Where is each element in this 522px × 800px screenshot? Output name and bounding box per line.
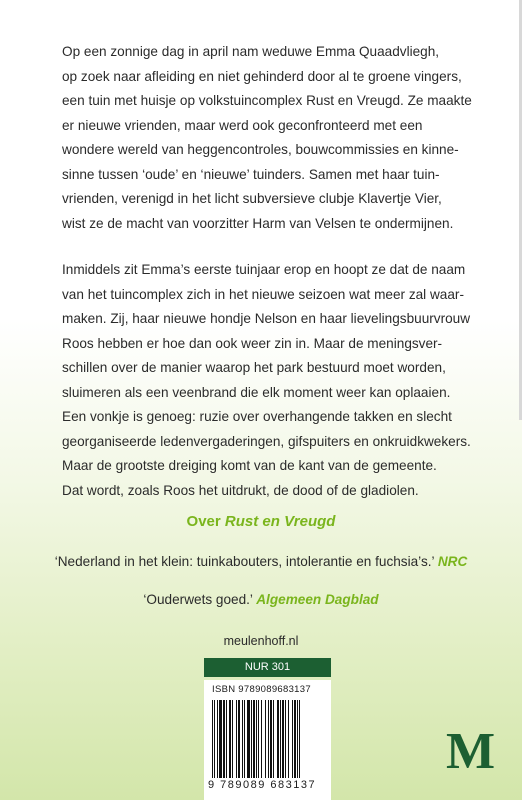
barcode-bar: [265, 700, 266, 778]
barcode-bar: [268, 700, 269, 778]
barcode-bar: [253, 700, 255, 778]
barcode-bar: [223, 700, 225, 778]
barcode-bar: [282, 700, 284, 778]
reviews-heading-prefix: Over: [186, 513, 225, 530]
blurb-paragraph-1: Op een zonnige dag in april nam weduwe Emma Quaadvliegh, op zoek naar afleiding en niet gehinderd door al te groene vingers, een tuin met huisje op volkstuincomplex Rust en Vreugd. Ze maakte er nieuwe vrienden, maar werd ook geconfronteerd met een wondere wereld van heggencontroles, bouwcommissies en kinne- sinne tussen ‘oude’ en ‘nieuwe’ tuinders. Samen met haar tuin- vrienden, verenigd in het licht subversieve clubje Klavertje Vier, wist ze de macht van voorzitter Harm van Velsen te ondermijnen.: [62, 44, 472, 231]
barcode-digits: 9 789089 683137: [208, 779, 317, 791]
review-quote-source: NRC: [437, 554, 468, 569]
barcode-bar: [232, 700, 233, 778]
barcode-bar: [261, 700, 262, 778]
barcode-bar: [297, 700, 298, 778]
review-quote: [0, 592, 522, 607]
barcode-bar: [277, 700, 279, 778]
review-quote: [0, 554, 522, 569]
barcode-bar: [251, 700, 252, 778]
reviews-heading-title: Rust en Vreugd: [224, 513, 336, 530]
reviews-heading: [0, 513, 522, 530]
barcode-bar: [236, 700, 237, 778]
barcode-bar: [212, 700, 213, 778]
isbn-barcode: [204, 680, 331, 800]
barcode-bar: [270, 700, 272, 778]
barcode-bar: [285, 700, 286, 778]
barcode-bar: [294, 700, 296, 778]
barcode-bar: [258, 700, 259, 778]
barcode-bar: [280, 700, 281, 778]
barcode-bar: [292, 700, 293, 778]
barcode-bar: [242, 700, 243, 778]
barcode-bar: [238, 700, 240, 778]
barcode-bar: [229, 700, 231, 778]
publisher-website: meulenhoff.nl: [223, 634, 299, 648]
barcode-bars: [212, 700, 324, 778]
review-quote-text: ‘Nederland in het klein: tuinkabouters, intolerantie en fuchsia’s.’: [54, 554, 438, 569]
barcode-bar: [214, 700, 215, 778]
review-quote-text: ‘Ouderwets goed.’: [143, 592, 257, 607]
blurb-paragraph-2: Inmiddels zit Emma’s eerste tuinjaar erop en hoopt ze dat de naam van het tuincomplex zich in het nieuwe seizoen wat meer zal waar- maken. Zij, haar nieuwe hondje Nelson en haar lievelingsbuurvrouw Roos hebben er hoe dan ook weer zin in. Maar de meningsver- schillen over de manier waarop het park bestuurd moet worden, sluimeren als een veenbrand die elk moment weer kan oplaaien. Een vonkje is genoeg: ruzie over overhangende takken en slecht georganiseerde ledenvergaderingen, gifspuiters en onkruidkwekers. Maar de grootste dreiging komt van de kant van de gemeente. Dat wordt, zoals Roos het uitdrukt, de dood of de gladiolen.: [62, 262, 471, 498]
nur-code: NUR 301: [204, 658, 331, 677]
review-quote-source: Algemeen Dagblad: [256, 592, 379, 607]
barcode-bar: [273, 700, 274, 778]
meulenhoff-logo: M: [446, 723, 496, 780]
barcode-bar: [219, 700, 222, 778]
barcode-bar: [247, 700, 250, 778]
barcode-bar: [217, 700, 218, 778]
barcode-bar: [288, 700, 289, 778]
barcode-bar: [299, 700, 300, 778]
isbn-label: ISBN 9789089683137: [212, 684, 311, 695]
barcode-bar: [244, 700, 245, 778]
barcode-bar: [256, 700, 257, 778]
barcode-bar: [226, 700, 227, 778]
